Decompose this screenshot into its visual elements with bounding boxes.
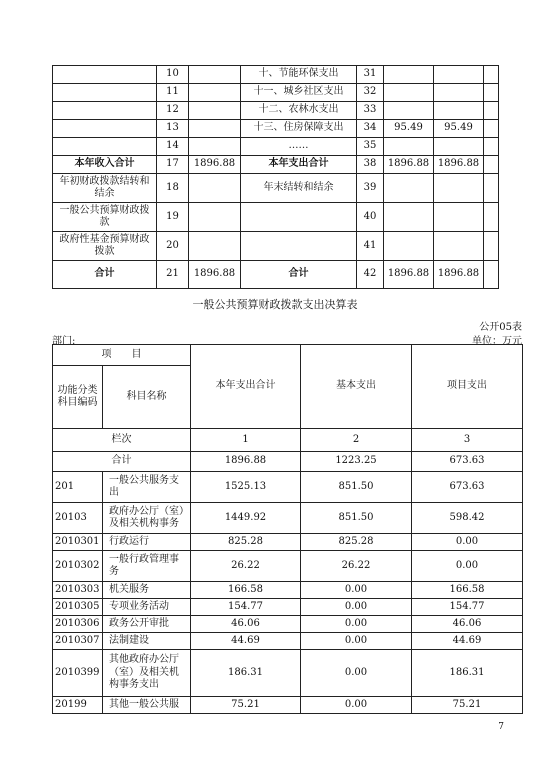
summary-cell-c (484, 138, 499, 156)
row-project: 154.77 (412, 599, 523, 616)
summary-cell-item: 十一、城乡社区支出 (241, 84, 357, 102)
summary-category-row (53, 102, 499, 120)
grand-total-no2: 42 (357, 261, 384, 289)
row-project: 598.42 (412, 503, 523, 534)
row-total: 186.31 (191, 650, 301, 697)
year-end-carryover-label: 年末结转和结余 (241, 174, 357, 203)
row-code: 2010306 (53, 616, 103, 633)
summary-cell-a (384, 66, 434, 84)
summary-cell-no2: 32 (357, 84, 384, 102)
row-basic: 0.00 (301, 650, 412, 697)
summary-cell-c (484, 84, 499, 102)
summary-cell-amount (189, 138, 241, 156)
expenditure-table (52, 344, 523, 714)
general-budget-no: 19 (157, 203, 189, 232)
summary-cell-c (484, 66, 499, 84)
summary-cell-amount (189, 84, 241, 102)
row-name: 法制建设 (103, 633, 191, 650)
grand-total-no: 21 (157, 261, 189, 289)
header-basic: 基本支出 (301, 345, 412, 429)
row-basic: 825.28 (301, 534, 412, 551)
row-project: 186.31 (412, 650, 523, 697)
total-basic: 1223.25 (301, 452, 412, 472)
summary-cell-b (434, 66, 484, 84)
general-budget-row (53, 203, 499, 232)
summary-cell-no2: 31 (357, 66, 384, 84)
row-code: 20103 (53, 503, 103, 534)
row-project: 46.06 (412, 616, 523, 633)
summary-cell-left (53, 138, 157, 156)
row-basic: 851.50 (301, 472, 412, 503)
summary-cell-item: …… (241, 138, 357, 156)
row-name: 行政运行 (103, 534, 191, 551)
carryover-amount (189, 174, 241, 203)
general-budget-amount (189, 203, 241, 232)
row-name: 其他政府办公厅（室）及相关机构事务支出 (103, 650, 191, 697)
summary-cell-b (434, 102, 484, 120)
carryover-row (53, 174, 499, 203)
header-name: 科目名称 (103, 366, 191, 429)
unit-label: 单位：万元 (472, 336, 522, 347)
summary-cell-no: 12 (157, 102, 189, 120)
page-number: 7 (498, 722, 504, 732)
expense-total-b: 1896.88 (434, 156, 484, 174)
summary-cell-a (384, 102, 434, 120)
total-row (53, 452, 523, 472)
summary-cell-no2: 35 (357, 138, 384, 156)
carryover-no: 18 (157, 174, 189, 203)
summary-cell-left (53, 102, 157, 120)
summary-cell-a (384, 138, 434, 156)
summary-cell-b: 95.49 (434, 120, 484, 138)
expense-total-a: 1896.88 (384, 156, 434, 174)
grand-total-b: 1896.88 (434, 261, 484, 289)
table-code: 公开05表 (479, 322, 522, 333)
row-basic: 851.50 (301, 503, 412, 534)
income-total-label: 本年收入合计 (53, 156, 157, 174)
row-project: 44.69 (412, 633, 523, 650)
row-basic: 0.00 (301, 616, 412, 633)
summary-cell-left (53, 120, 157, 138)
table-row (53, 616, 523, 633)
summary-cell-amount (189, 66, 241, 84)
row-code: 2010307 (53, 633, 103, 650)
total-label: 合计 (53, 452, 191, 472)
income-expense-summary-table (52, 65, 499, 289)
row-name: 专项业务活动 (103, 599, 191, 616)
col-label: 栏次 (53, 429, 191, 452)
row-basic: 0.00 (301, 633, 412, 650)
row-code: 201 (53, 472, 103, 503)
general-budget-no2: 40 (357, 203, 384, 232)
header-total: 本年支出合计 (191, 345, 301, 429)
row-total: 1525.13 (191, 472, 301, 503)
summary-cell-c (484, 102, 499, 120)
col-3: 3 (412, 429, 523, 452)
header-item: 项 目 (53, 345, 191, 366)
income-total-row (53, 156, 499, 174)
table-row (53, 582, 523, 599)
summary-cell-no: 11 (157, 84, 189, 102)
table-row (53, 503, 523, 534)
row-code: 2010302 (53, 551, 103, 582)
summary-cell-no2: 34 (357, 120, 384, 138)
summary-category-row (53, 66, 499, 84)
row-name: 一般行政管理事务 (103, 551, 191, 582)
table-row (53, 633, 523, 650)
summary-cell-item: 十、节能环保支出 (241, 66, 357, 84)
row-project: 75.21 (412, 697, 523, 714)
row-code: 2010303 (53, 582, 103, 599)
row-total: 825.28 (191, 534, 301, 551)
row-basic: 0.00 (301, 599, 412, 616)
row-code: 2010305 (53, 599, 103, 616)
row-name: 一般公共服务支出 (103, 472, 191, 503)
expense-total-label: 本年支出合计 (241, 156, 357, 174)
row-basic: 26.22 (301, 551, 412, 582)
grand-total-row (53, 261, 499, 289)
table-row (53, 472, 523, 503)
table-row (53, 599, 523, 616)
row-total: 46.06 (191, 616, 301, 633)
row-name: 政府办公厅（室）及相关机构事务 (103, 503, 191, 534)
expense-total-c (484, 156, 499, 174)
summary-cell-left (53, 84, 157, 102)
grand-total-c (484, 261, 499, 289)
fund-budget-no: 20 (157, 232, 189, 261)
column-number-row (53, 429, 523, 452)
grand-total-a: 1896.88 (384, 261, 434, 289)
row-project: 0.00 (412, 551, 523, 582)
carryover-label: 年初财政拨款结转和结余 (53, 174, 157, 203)
row-name: 机关服务 (103, 582, 191, 599)
row-code: 2010301 (53, 534, 103, 551)
summary-cell-b (434, 138, 484, 156)
grand-total-label: 合计 (53, 261, 157, 289)
row-total: 44.69 (191, 633, 301, 650)
header-row-item (53, 345, 523, 366)
header-project: 项目支出 (412, 345, 523, 429)
row-code: 2010399 (53, 650, 103, 697)
col-2: 2 (301, 429, 412, 452)
summary-cell-left (53, 66, 157, 84)
summary-cell-amount (189, 102, 241, 120)
row-basic: 0.00 (301, 582, 412, 599)
fund-budget-no2: 41 (357, 232, 384, 261)
row-project: 166.58 (412, 582, 523, 599)
fund-budget-label: 政府性基金预算财政拨款 (53, 232, 157, 261)
row-name: 政务公开审批 (103, 616, 191, 633)
summary-category-row (53, 120, 499, 138)
fund-budget-amount (189, 232, 241, 261)
income-total-amount: 1896.88 (189, 156, 241, 174)
row-total: 26.22 (191, 551, 301, 582)
row-basic: 0.00 (301, 697, 412, 714)
year-end-carryover-no: 39 (357, 174, 384, 203)
summary-cell-a: 95.49 (384, 120, 434, 138)
row-total: 1449.92 (191, 503, 301, 534)
header-code: 功能分类科目编码 (53, 366, 103, 429)
summary-cell-item: 十三、住房保障支出 (241, 120, 357, 138)
row-project: 0.00 (412, 534, 523, 551)
summary-cell-no2: 33 (357, 102, 384, 120)
summary-cell-a (384, 84, 434, 102)
table-row (53, 534, 523, 551)
row-total: 75.21 (191, 697, 301, 714)
row-code: 20199 (53, 697, 103, 714)
col-1: 1 (191, 429, 301, 452)
table-title: 一般公共预算财政拨款支出决算表 (192, 298, 358, 311)
general-budget-label: 一般公共预算财政拨款 (53, 203, 157, 232)
summary-category-rows (53, 66, 499, 156)
department-label: 部门: (52, 336, 76, 347)
fund-budget-row (53, 232, 499, 261)
grand-total-amount: 1896.88 (189, 261, 241, 289)
summary-cell-b (434, 84, 484, 102)
table-row (53, 551, 523, 582)
summary-cell-item: 十二、农林水支出 (241, 102, 357, 120)
row-project: 673.63 (412, 472, 523, 503)
row-name: 其他一般公共服 (103, 697, 191, 714)
expenditure-rows (53, 472, 523, 714)
total-amount: 1896.88 (191, 452, 301, 472)
summary-cell-amount (189, 120, 241, 138)
income-total-no: 17 (157, 156, 189, 174)
summary-cell-no: 10 (157, 66, 189, 84)
summary-cell-no: 14 (157, 138, 189, 156)
table-row (53, 650, 523, 697)
summary-cell-no: 13 (157, 120, 189, 138)
expense-total-no: 38 (357, 156, 384, 174)
summary-category-row (53, 138, 499, 156)
grand-total-label2: 合计 (241, 261, 357, 289)
total-project: 673.63 (412, 452, 523, 472)
summary-cell-c (484, 120, 499, 138)
summary-category-row (53, 84, 499, 102)
row-total: 154.77 (191, 599, 301, 616)
table-row (53, 697, 523, 714)
row-total: 166.58 (191, 582, 301, 599)
